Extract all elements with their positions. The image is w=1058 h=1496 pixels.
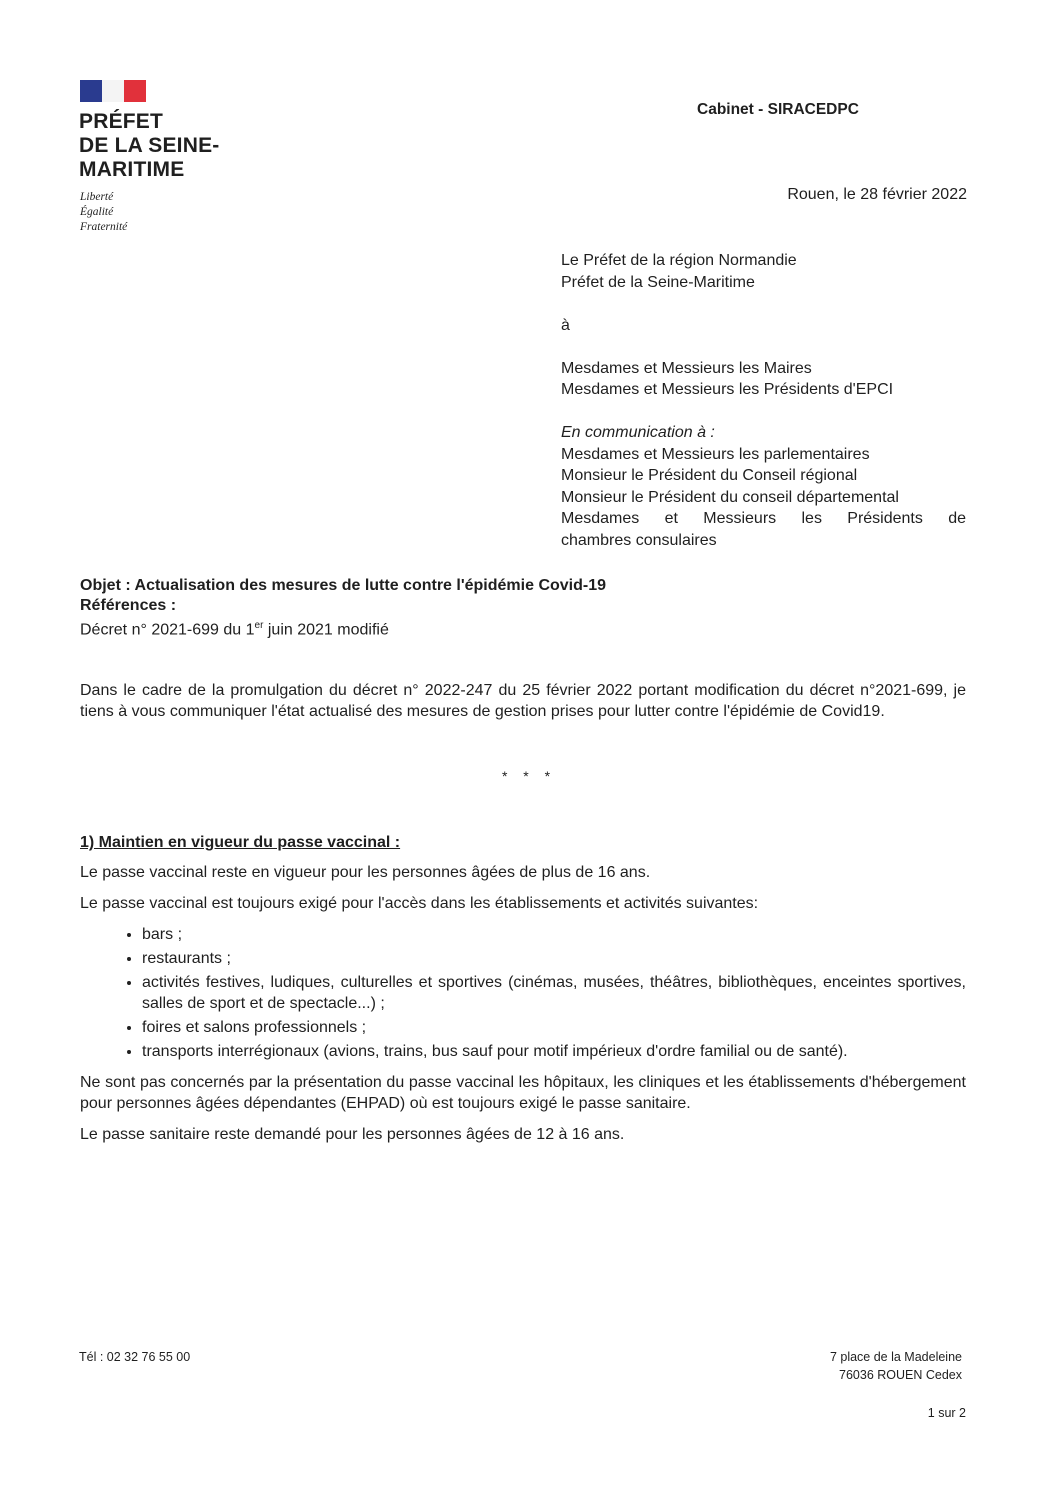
list-item: • foires et salons professionnels ; [142, 1017, 966, 1038]
list-item: • transports interrégionaux (avions, trains, bus sauf pour motif impérieux d'ordre familial ou de santé). [142, 1041, 966, 1062]
motto-fraternite: Fraternité [80, 221, 128, 233]
letter-date: Rouen, le 28 février 2022 [787, 186, 967, 203]
footer-address-line-2: 76036 ROUEN Cedex [839, 1368, 962, 1382]
page-number: 1 sur 2 [927, 1406, 966, 1420]
list-item: • bars ; [142, 924, 966, 945]
section-1-paragraph-4: Le passe sanitaire reste demandé pour les personnes âgées de 12 à 16 ans. [80, 1126, 625, 1143]
intro-paragraph: Dans le cadre de la promulgation du décret n° 2022-247 du 25 février 2022 portant modification du décret n°2021-699, je tiens à vous communiquer l'état actualisé des mesures de gestion prises pour lutter contre l'épidémie de Covid19. [80, 682, 966, 720]
to-word: à [561, 316, 570, 334]
sender-line-1: Le Préfet de la région Normandie [561, 252, 797, 269]
logo-line-3: MARITIME [79, 158, 185, 181]
footer-address-line-1: 7 place de la Madeleine [829, 1350, 962, 1364]
footer-phone: Tél : 02 32 76 55 00 [79, 1350, 191, 1364]
sender-line-2: Préfet de la Seine-Maritime [561, 273, 755, 291]
cc-line-4: Mesdames et Messieurs les Présidents de [561, 510, 966, 527]
motto-egalite: Égalité [80, 206, 114, 218]
cc-line-2: Monsieur le Président du Conseil régional [561, 467, 858, 484]
cc-line-1: Mesdames et Messieurs les parlementaires [561, 445, 870, 463]
establishments-list [80, 924, 966, 1062]
recipient-line-1: Mesdames et Messieurs les Maires [561, 359, 812, 377]
subject-block [80, 576, 606, 640]
section-1-heading: 1) Maintien en vigueur du passe vaccinal : [80, 834, 401, 851]
recipient-line-2: Mesdames et Messieurs les Présidents d'EPCI [561, 381, 894, 398]
subject-line: Objet : Actualisation des mesures de lutte contre l'épidémie Covid-19 [80, 577, 607, 594]
footer-address [830, 1348, 962, 1384]
section-1-paragraph-1: Le passe vaccinal reste en vigueur pour les personnes âgées de plus de 16 ans. [80, 864, 651, 881]
prefecture-logo-text [79, 110, 219, 182]
marianne-flag-logo [80, 80, 146, 102]
section-1-paragraph-3: Ne sont pas concernés par la présentation du passe vaccinal les hôpitaux, les cliniques et les établissements d'hébergement pour personnes âgées dépendantes (EHPAD) où est toujours exigé le passe sanitaire. [80, 1074, 966, 1112]
motto-liberte: Liberté [80, 191, 114, 203]
addressee-block [561, 250, 966, 551]
section-separator: * * * [501, 768, 557, 784]
republic-motto [80, 190, 127, 235]
section-1-paragraph-2: Le passe vaccinal est toujours exigé pour l'accès dans les établissements et activités suivantes: [80, 895, 759, 912]
reference-decree [80, 616, 606, 640]
cc-label: En communication à : [561, 424, 715, 441]
reference-part-1: Décret n° 2021-699 du 1 [80, 621, 255, 639]
references-label: Références : [80, 597, 177, 614]
section-1 [80, 832, 966, 1155]
cabinet-reference: Cabinet - SIRACEDPC [697, 101, 859, 118]
logo-line-2: DE LA SEINE- [79, 134, 220, 157]
reference-part-2: juin 2021 modifié [263, 621, 389, 639]
list-item: • activités festives, ludiques, culturelles et sportives (cinémas, musées, théâtres, bibliothèques, enceintes sportives, salles de sport et de spectacle...) ; [142, 972, 966, 1014]
cc-line-5: chambres consulaires [561, 531, 717, 549]
cc-line-3: Monsieur le Président du conseil départemental [561, 488, 899, 506]
list-item: • restaurants ; [142, 948, 966, 969]
logo-line-1: PRÉFET [79, 110, 164, 133]
reference-superscript: er [254, 620, 264, 631]
